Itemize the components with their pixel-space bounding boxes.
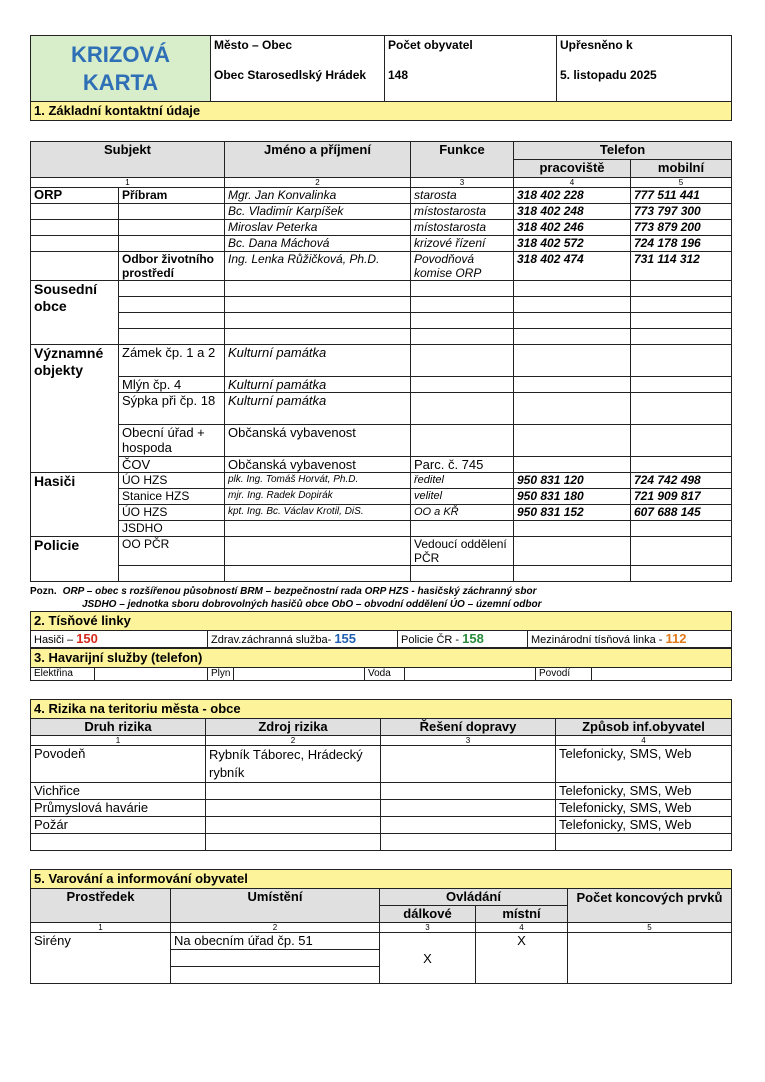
col-num: 4 [514, 178, 631, 188]
note-line2: JSDHO – jednotka sboru dobrovolných hasičů obce ObO – obvodní oddělení ÚO – územní odbor [82, 599, 542, 610]
orp-work-phone: 318 402 246 [514, 220, 631, 236]
object-note: Kulturní památka [225, 377, 411, 393]
env-mobile-phone: 731 114 312 [631, 252, 732, 281]
orp-function: místostarosta [411, 220, 514, 236]
objects-label: Významné objekty [31, 345, 119, 473]
col-num: 1 [31, 736, 206, 746]
city-value: Obec Starosedlský Hrádek [214, 68, 367, 82]
orp-function: místostarosta [411, 204, 514, 220]
orp-mobile-phone: 773 879 200 [631, 220, 732, 236]
utility-services-table [30, 648, 732, 681]
header-name: Jméno a příjmení [225, 142, 411, 178]
object-note: Kulturní památka [225, 345, 411, 377]
warning-header-count: Počet koncových prvků [568, 889, 732, 923]
orp-name: Mgr. Jan Konvalinka [225, 188, 411, 204]
emergency-line: Mezinárodní tísňová linka - 112 [528, 631, 732, 648]
card-title-line1: KRIZOVÁ [71, 41, 170, 67]
orp-function: krizové řízení [411, 236, 514, 252]
col-num: 1 [31, 923, 171, 933]
object-subject: Zámek čp. 1 a 2 [119, 345, 225, 377]
ff-subject: JSDHO [119, 521, 225, 537]
ff-function: OO a KŘ [411, 505, 514, 521]
utility-label: Povodí [536, 668, 592, 681]
ff-mobile-phone: 607 688 145 [631, 505, 732, 521]
population-cell [385, 36, 557, 102]
warning-remote: X [380, 933, 476, 984]
object-note: Občanská vybavenost [225, 457, 411, 473]
orp-place: Příbram [119, 188, 225, 204]
risk-type: Požár [31, 817, 206, 834]
risk-info: Telefonicky, SMS, Web [556, 746, 732, 783]
updated-label: Upřesněno k [560, 38, 633, 52]
ff-mobile-phone: 721 909 817 [631, 489, 732, 505]
risk-transport [381, 800, 556, 817]
risk-header: Řešení dopravy [381, 719, 556, 736]
orp-work-phone: 318 402 572 [514, 236, 631, 252]
emergency-line: Hasiči – 150 [31, 631, 208, 648]
risk-info: Telefonicky, SMS, Web [556, 783, 732, 800]
header-phone: Telefon [514, 142, 732, 160]
risk-info: Telefonicky, SMS, Web [556, 800, 732, 817]
note-prefix: Pozn. [30, 586, 57, 597]
ff-work-phone: 950 831 152 [514, 505, 631, 521]
orp-mobile-phone: 773 797 300 [631, 204, 732, 220]
col-num: 1 [31, 178, 225, 188]
object-function: Parc. č. 745 [411, 457, 514, 473]
orp-name: Bc. Dana Máchová [225, 236, 411, 252]
col-num: 5 [568, 923, 732, 933]
ff-name: mjr. Ing. Radek Dopirák [225, 489, 411, 505]
section5-title: 5. Varování a informování obyvatel [31, 870, 732, 889]
ff-subject: Stanice HZS [119, 489, 225, 505]
card-title-line2: KARTA [82, 69, 159, 95]
warning-header-device: Prostředek [31, 889, 171, 923]
risk-header: Způsob inf.obyvatel [556, 719, 732, 736]
emergency-number: 158 [462, 631, 484, 646]
city-label: Město – Obec [214, 38, 293, 52]
object-note: Kulturní památka [225, 393, 411, 425]
city-cell [211, 36, 385, 102]
ff-subject: ÚO HZS [119, 473, 225, 489]
population-value: 148 [388, 68, 409, 82]
warning-local: X [476, 933, 568, 950]
section2-title: 2. Tísňové linky [31, 612, 732, 631]
emergency-number: 150 [76, 631, 98, 646]
ff-work-phone: 950 831 120 [514, 473, 631, 489]
contacts-table [30, 141, 732, 582]
col-num: 2 [206, 736, 381, 746]
risk-header: Zdroj rizika [206, 719, 381, 736]
object-subject: ČOV [119, 457, 225, 473]
population-label: Počet obyvatel [388, 38, 473, 52]
col-num: 2 [225, 178, 411, 188]
risk-source [206, 817, 381, 834]
orp-label: ORP [31, 188, 119, 204]
police-label: Policie [31, 537, 119, 582]
header-table [30, 35, 732, 121]
crisis-card [30, 35, 731, 984]
warning-header-remote: dálkové [380, 906, 476, 923]
env-work-phone: 318 402 474 [514, 252, 631, 281]
env-dept: Odbor životního prostředí [119, 252, 225, 281]
risk-transport [381, 746, 556, 783]
col-num: 5 [631, 178, 732, 188]
updated-value: 5. listopadu 2025 [560, 68, 657, 82]
warning-header-local: místní [476, 906, 568, 923]
risk-transport [381, 817, 556, 834]
orp-work-phone: 318 402 248 [514, 204, 631, 220]
emergency-line: Zdrav.záchranná služba- 155 [208, 631, 398, 648]
warning-header-control: Ovládání [380, 889, 568, 906]
orp-work-phone: 318 402 228 [514, 188, 631, 204]
ff-work-phone: 950 831 180 [514, 489, 631, 505]
ff-function: velitel [411, 489, 514, 505]
emergency-table [30, 611, 732, 648]
ff-subject: ÚO HZS [119, 505, 225, 521]
col-num: 3 [381, 736, 556, 746]
header-work: pracoviště [514, 160, 631, 178]
risk-header: Druh rizika [31, 719, 206, 736]
ff-function: ředitel [411, 473, 514, 489]
firefighters-label: Hasiči [31, 473, 119, 537]
object-subject: Mlýn čp. 4 [119, 377, 225, 393]
police-function: Vedoucí oddělení PČR [411, 537, 514, 566]
object-subject: Obecní úřad + hospoda [119, 425, 225, 457]
emergency-number: 112 [665, 631, 687, 646]
section1-title: 1. Základní kontaktní údaje [31, 102, 732, 121]
note-line1: ORP – obec s rozšířenou působností BRM – bezpečnostní rada ORP HZS - hasičský záchranný sbor [62, 586, 537, 597]
env-function: Povodňová komise ORP [411, 252, 514, 281]
emergency-number: 155 [334, 631, 357, 646]
orp-mobile-phone: 724 178 196 [631, 236, 732, 252]
emergency-line: Policie ČR - 158 [398, 631, 528, 648]
col-num: 3 [411, 178, 514, 188]
orp-name: Bc. Vladimír Karpíšek [225, 204, 411, 220]
risk-source [206, 800, 381, 817]
ff-name: kpt. Ing. Bc. Václav Krotil, DiS. [225, 505, 411, 521]
ff-mobile-phone: 724 742 498 [631, 473, 732, 489]
risk-transport [381, 783, 556, 800]
header-function: Funkce [411, 142, 514, 178]
section3-title: 3. Havarijní služby (telefon) [31, 649, 732, 668]
abbreviations-note [30, 585, 731, 611]
orp-function: starosta [411, 188, 514, 204]
warning-table [30, 869, 732, 984]
header-subject: Subjekt [31, 142, 225, 178]
col-num: 2 [171, 923, 380, 933]
warning-header-location: Umístění [171, 889, 380, 923]
card-title [31, 36, 211, 102]
warning-count [568, 933, 732, 984]
risk-source [206, 783, 381, 800]
risk-info: Telefonicky, SMS, Web [556, 817, 732, 834]
risk-source: Rybník Táborec, Hrádecký rybník [206, 746, 381, 783]
col-num: 4 [476, 923, 568, 933]
neighbors-label: Sousední obce [31, 281, 119, 345]
updated-cell [557, 36, 732, 102]
risks-table [30, 699, 732, 851]
header-mobile: mobilní [631, 160, 732, 178]
object-note: Občanská vybavenost [225, 425, 411, 457]
col-num: 4 [556, 736, 732, 746]
orp-name: Miroslav Peterka [225, 220, 411, 236]
object-subject: Sýpka při čp. 18 [119, 393, 225, 425]
risk-type: Povodeň [31, 746, 206, 783]
section4-title: 4. Rizika na teritoriu města - obce [31, 700, 732, 719]
col-num: 3 [380, 923, 476, 933]
orp-mobile-phone: 777 511 441 [631, 188, 732, 204]
risk-type: Vichřice [31, 783, 206, 800]
ff-name: plk. Ing. Tomáš Horvát, Ph.D. [225, 473, 411, 489]
risk-type: Průmyslová havárie [31, 800, 206, 817]
utility-label: Elektřina [31, 668, 95, 681]
police-subject: OO PČR [119, 537, 225, 566]
utility-label: Plyn [208, 668, 234, 681]
env-name: Ing. Lenka Růžičková, Ph.D. [225, 252, 411, 281]
warning-location: Na obecním úřad čp. 51 [171, 933, 380, 950]
utility-label: Voda [365, 668, 405, 681]
warning-device: Sirény [31, 933, 171, 984]
